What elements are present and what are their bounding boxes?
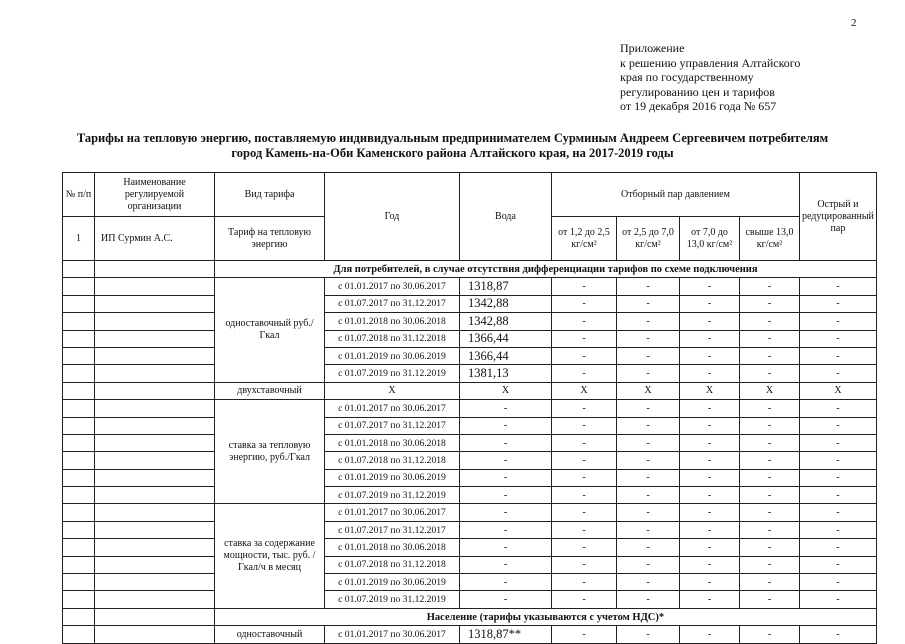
dash-cell: - xyxy=(740,434,800,451)
section-heading-1: Для потребителей, в случае отсутствия дифференциации тарифов по схеме подключения xyxy=(215,261,877,278)
water-value: 1342,88 xyxy=(460,313,552,330)
dash-cell: - xyxy=(740,330,800,347)
dash-cell: - xyxy=(740,452,800,469)
one-rate-label: одноставочный руб./Гкал xyxy=(215,278,325,382)
dash-cell: - xyxy=(680,313,740,330)
empty-cell xyxy=(95,608,215,625)
dash-cell: - xyxy=(552,313,617,330)
dash-cell: - xyxy=(800,434,877,451)
period-cell: с 01.07.2019 по 31.12.2019 xyxy=(325,591,460,608)
x-cell: Х xyxy=(552,382,617,399)
empty-cell xyxy=(95,626,215,643)
empty-cell xyxy=(95,591,215,608)
table-row xyxy=(63,434,877,451)
org-name: ИП Сурмин А.С. xyxy=(95,217,215,261)
dash-cell: - xyxy=(680,452,740,469)
table-row xyxy=(63,295,877,312)
dash-cell: - xyxy=(680,434,740,451)
empty-cell xyxy=(95,521,215,538)
header-pressure-3: от 7,0 до 13,0 кг/см² xyxy=(680,217,740,261)
page-number: 2 xyxy=(851,17,857,29)
dash-cell: - xyxy=(680,521,740,538)
dash-cell: - xyxy=(460,487,552,504)
dash-cell: - xyxy=(552,452,617,469)
dash-cell: - xyxy=(680,556,740,573)
table-row xyxy=(63,591,877,608)
table-row xyxy=(63,365,877,382)
x-cell: Х xyxy=(325,382,460,399)
empty-cell xyxy=(63,400,95,417)
dash-cell: - xyxy=(617,487,680,504)
dash-cell: - xyxy=(552,365,617,382)
dash-cell: - xyxy=(800,626,877,643)
empty-cell xyxy=(63,469,95,486)
water-value: 1381,13 xyxy=(460,365,552,382)
dash-cell: - xyxy=(460,400,552,417)
dash-cell: - xyxy=(740,521,800,538)
empty-cell xyxy=(63,521,95,538)
table-row xyxy=(63,504,877,521)
empty-cell xyxy=(63,539,95,556)
dash-cell: - xyxy=(800,556,877,573)
empty-cell xyxy=(95,295,215,312)
dash-cell: - xyxy=(617,574,680,591)
dash-cell: - xyxy=(552,417,617,434)
dash-cell: - xyxy=(740,365,800,382)
x-cell: Х xyxy=(800,382,877,399)
empty-cell xyxy=(95,434,215,451)
header-type: Вид тарифа xyxy=(215,173,325,217)
appendix-line: края по государственному xyxy=(620,70,754,84)
water-value: 1342,88 xyxy=(460,295,552,312)
empty-cell xyxy=(95,556,215,573)
dash-cell: - xyxy=(617,295,680,312)
empty-cell xyxy=(95,487,215,504)
period-cell: с 01.01.2018 по 30.06.2018 xyxy=(325,539,460,556)
empty-cell xyxy=(95,400,215,417)
dash-cell: - xyxy=(800,487,877,504)
dash-cell: - xyxy=(680,626,740,643)
dash-cell: - xyxy=(617,434,680,451)
dash-cell: - xyxy=(552,434,617,451)
period-cell: с 01.07.2017 по 31.12.2017 xyxy=(325,521,460,538)
table-row xyxy=(63,313,877,330)
dash-cell: - xyxy=(740,556,800,573)
dash-cell: - xyxy=(800,278,877,295)
water-value: 1318,87 xyxy=(460,278,552,295)
dash-cell: - xyxy=(552,591,617,608)
empty-cell xyxy=(95,261,215,278)
dash-cell: - xyxy=(800,313,877,330)
dash-cell: - xyxy=(552,556,617,573)
dash-cell: - xyxy=(460,434,552,451)
empty-cell xyxy=(63,278,95,295)
dash-cell: - xyxy=(617,365,680,382)
empty-cell xyxy=(63,330,95,347)
empty-cell xyxy=(63,504,95,521)
period-cell: с 01.07.2018 по 31.12.2018 xyxy=(325,452,460,469)
header-steam: Отборный пар давлением xyxy=(552,173,800,217)
dash-cell: - xyxy=(552,504,617,521)
dash-cell: - xyxy=(800,295,877,312)
appendix-line: от 19 декабря 2016 года № 657 xyxy=(620,99,777,113)
table-row xyxy=(63,417,877,434)
empty-cell xyxy=(95,365,215,382)
dash-cell: - xyxy=(460,417,552,434)
header-org: Наименование регулируемой организации xyxy=(95,173,215,217)
table-row xyxy=(63,626,877,643)
energy-rate-label: ставка за тепловую энергию, руб./Гкал xyxy=(215,400,325,504)
appendix-line: регулированию цен и тарифов xyxy=(620,84,775,99)
empty-cell xyxy=(95,278,215,295)
table-row xyxy=(63,539,877,556)
dash-cell: - xyxy=(740,626,800,643)
dash-cell: - xyxy=(617,504,680,521)
period-cell: с 01.01.2018 по 30.06.2018 xyxy=(325,434,460,451)
empty-cell xyxy=(63,556,95,573)
water-value: 1366,44 xyxy=(460,330,552,347)
empty-cell xyxy=(95,313,215,330)
dash-cell: - xyxy=(460,452,552,469)
dash-cell: - xyxy=(740,417,800,434)
dash-cell: - xyxy=(740,539,800,556)
dash-cell: - xyxy=(617,278,680,295)
dash-cell: - xyxy=(460,556,552,573)
title-line: Тарифы на тепловую энергию, поставляемую индивидуальным предпринимателем Сурминым Андреем Сергеевичем потребителям xyxy=(76,131,829,145)
period-cell: с 01.01.2019 по 30.06.2019 xyxy=(325,574,460,591)
table-row xyxy=(63,330,877,347)
dash-cell: - xyxy=(617,591,680,608)
dash-cell: - xyxy=(680,504,740,521)
dash-cell: - xyxy=(800,417,877,434)
dash-cell: - xyxy=(552,469,617,486)
dash-cell: - xyxy=(552,278,617,295)
dash-cell: - xyxy=(552,347,617,364)
appendix-line: Приложение xyxy=(620,41,685,55)
empty-cell xyxy=(95,417,215,434)
dash-cell: - xyxy=(740,313,800,330)
dash-cell: - xyxy=(552,521,617,538)
table-row xyxy=(63,382,877,399)
dash-cell: - xyxy=(617,556,680,573)
dash-cell: - xyxy=(680,591,740,608)
dash-cell: - xyxy=(460,539,552,556)
dash-cell: - xyxy=(617,521,680,538)
dash-cell: - xyxy=(800,504,877,521)
empty-cell xyxy=(63,487,95,504)
appendix-line: к решению управления Алтайского xyxy=(620,55,801,70)
period-cell: с 01.01.2018 по 30.06.2018 xyxy=(325,313,460,330)
dash-cell: - xyxy=(800,539,877,556)
dash-cell: - xyxy=(800,591,877,608)
dash-cell: - xyxy=(680,347,740,364)
table-row xyxy=(63,521,877,538)
dash-cell: - xyxy=(740,504,800,521)
dash-cell: - xyxy=(617,626,680,643)
appendix-block xyxy=(620,41,800,114)
dash-cell: - xyxy=(740,347,800,364)
empty-cell xyxy=(63,261,95,278)
empty-cell xyxy=(95,382,215,399)
org-tariff-type: Тариф на тепловую энергию xyxy=(215,217,325,261)
dash-cell: - xyxy=(617,452,680,469)
dash-cell: - xyxy=(552,487,617,504)
two-rate-label: двухставочный xyxy=(215,382,325,399)
org-num: 1 xyxy=(63,217,95,261)
document-title xyxy=(40,131,865,161)
dash-cell: - xyxy=(800,574,877,591)
dash-cell: - xyxy=(800,347,877,364)
x-cell: Х xyxy=(680,382,740,399)
empty-cell xyxy=(63,382,95,399)
dash-cell: - xyxy=(800,330,877,347)
dash-cell: - xyxy=(617,330,680,347)
dash-cell: - xyxy=(680,539,740,556)
dash-cell: - xyxy=(617,539,680,556)
empty-cell xyxy=(63,434,95,451)
dash-cell: - xyxy=(800,521,877,538)
dash-cell: - xyxy=(552,330,617,347)
dash-cell: - xyxy=(680,278,740,295)
table-row xyxy=(63,487,877,504)
table-row xyxy=(63,400,877,417)
dash-cell: - xyxy=(460,521,552,538)
empty-cell xyxy=(95,347,215,364)
x-cell: Х xyxy=(740,382,800,399)
period-cell: с 01.01.2017 по 30.06.2017 xyxy=(325,278,460,295)
dash-cell: - xyxy=(740,591,800,608)
header-year: Год xyxy=(325,173,460,261)
dash-cell: - xyxy=(740,295,800,312)
empty-cell xyxy=(63,417,95,434)
dash-cell: - xyxy=(552,400,617,417)
period-cell: с 01.07.2019 по 31.12.2019 xyxy=(325,365,460,382)
period-cell: с 01.01.2017 по 30.06.2017 xyxy=(325,504,460,521)
dash-cell: - xyxy=(680,417,740,434)
dash-cell: - xyxy=(460,469,552,486)
period-cell: с 01.07.2018 по 31.12.2018 xyxy=(325,556,460,573)
period-cell: с 01.01.2017 по 30.06.2017 xyxy=(325,400,460,417)
dash-cell: - xyxy=(617,313,680,330)
dash-cell: - xyxy=(680,365,740,382)
population-rate-label: одноставочный xyxy=(215,626,325,643)
empty-cell xyxy=(95,574,215,591)
dash-cell: - xyxy=(740,400,800,417)
dash-cell: - xyxy=(552,626,617,643)
dash-cell: - xyxy=(800,400,877,417)
period-cell: с 01.01.2017 по 30.06.2017 xyxy=(325,626,460,643)
dash-cell: - xyxy=(460,504,552,521)
dash-cell: - xyxy=(552,295,617,312)
x-cell: Х xyxy=(460,382,552,399)
period-cell: с 01.01.2019 по 30.06.2019 xyxy=(325,469,460,486)
dash-cell: - xyxy=(740,487,800,504)
empty-cell xyxy=(63,452,95,469)
empty-cell xyxy=(63,347,95,364)
dash-cell: - xyxy=(800,452,877,469)
empty-cell xyxy=(95,452,215,469)
table-row xyxy=(63,278,877,295)
empty-cell xyxy=(63,365,95,382)
empty-cell xyxy=(63,608,95,625)
header-pressure-4: свыше 13,0 кг/см² xyxy=(740,217,800,261)
table-row xyxy=(63,469,877,486)
period-cell: с 01.07.2019 по 31.12.2019 xyxy=(325,487,460,504)
period-cell: с 01.07.2017 по 31.12.2017 xyxy=(325,295,460,312)
period-cell: с 01.01.2019 по 30.06.2019 xyxy=(325,347,460,364)
x-cell: Х xyxy=(617,382,680,399)
title-line: город Камень-на-Оби Каменского района Алтайского края, на 2017-2019 годы xyxy=(231,146,674,160)
header-water: Вода xyxy=(460,173,552,261)
dash-cell: - xyxy=(460,591,552,608)
dash-cell: - xyxy=(680,469,740,486)
dash-cell: - xyxy=(680,400,740,417)
table-row xyxy=(63,574,877,591)
period-cell: с 01.07.2017 по 31.12.2017 xyxy=(325,417,460,434)
dash-cell: - xyxy=(617,417,680,434)
dash-cell: - xyxy=(680,330,740,347)
tariff-table xyxy=(62,172,877,644)
dash-cell: - xyxy=(617,400,680,417)
dash-cell: - xyxy=(740,469,800,486)
section-heading-2: Население (тарифы указываются с учетом НДС)* xyxy=(215,608,877,625)
empty-cell xyxy=(63,295,95,312)
capacity-rate-label: ставка за содержание мощности, тыс. руб. /Гкал/ч в месяц xyxy=(215,504,325,608)
dash-cell: - xyxy=(460,574,552,591)
dash-cell: - xyxy=(617,469,680,486)
empty-cell xyxy=(95,539,215,556)
empty-cell xyxy=(95,504,215,521)
empty-cell xyxy=(63,313,95,330)
empty-cell xyxy=(63,574,95,591)
empty-cell xyxy=(95,469,215,486)
dash-cell: - xyxy=(680,295,740,312)
water-value: 1366,44 xyxy=(460,347,552,364)
dash-cell: - xyxy=(680,574,740,591)
empty-cell xyxy=(63,591,95,608)
period-cell: с 01.07.2018 по 31.12.2018 xyxy=(325,330,460,347)
table-row xyxy=(63,452,877,469)
header-sharp-steam: Острый и редуцированный пар xyxy=(800,173,877,261)
table-row xyxy=(63,347,877,364)
empty-cell xyxy=(95,330,215,347)
dash-cell: - xyxy=(740,278,800,295)
dash-cell: - xyxy=(740,574,800,591)
water-value: 1318,87** xyxy=(460,626,552,643)
table-row xyxy=(63,261,877,278)
dash-cell: - xyxy=(552,574,617,591)
dash-cell: - xyxy=(800,469,877,486)
header-pressure-2: от 2,5 до 7,0 кг/см² xyxy=(617,217,680,261)
dash-cell: - xyxy=(617,347,680,364)
table-row xyxy=(63,556,877,573)
dash-cell: - xyxy=(552,539,617,556)
header-num: № п/п xyxy=(63,173,95,217)
table-row xyxy=(63,608,877,625)
dash-cell: - xyxy=(680,487,740,504)
empty-cell xyxy=(63,626,95,643)
dash-cell: - xyxy=(800,365,877,382)
header-pressure-1: от 1,2 до 2,5 кг/см² xyxy=(552,217,617,261)
